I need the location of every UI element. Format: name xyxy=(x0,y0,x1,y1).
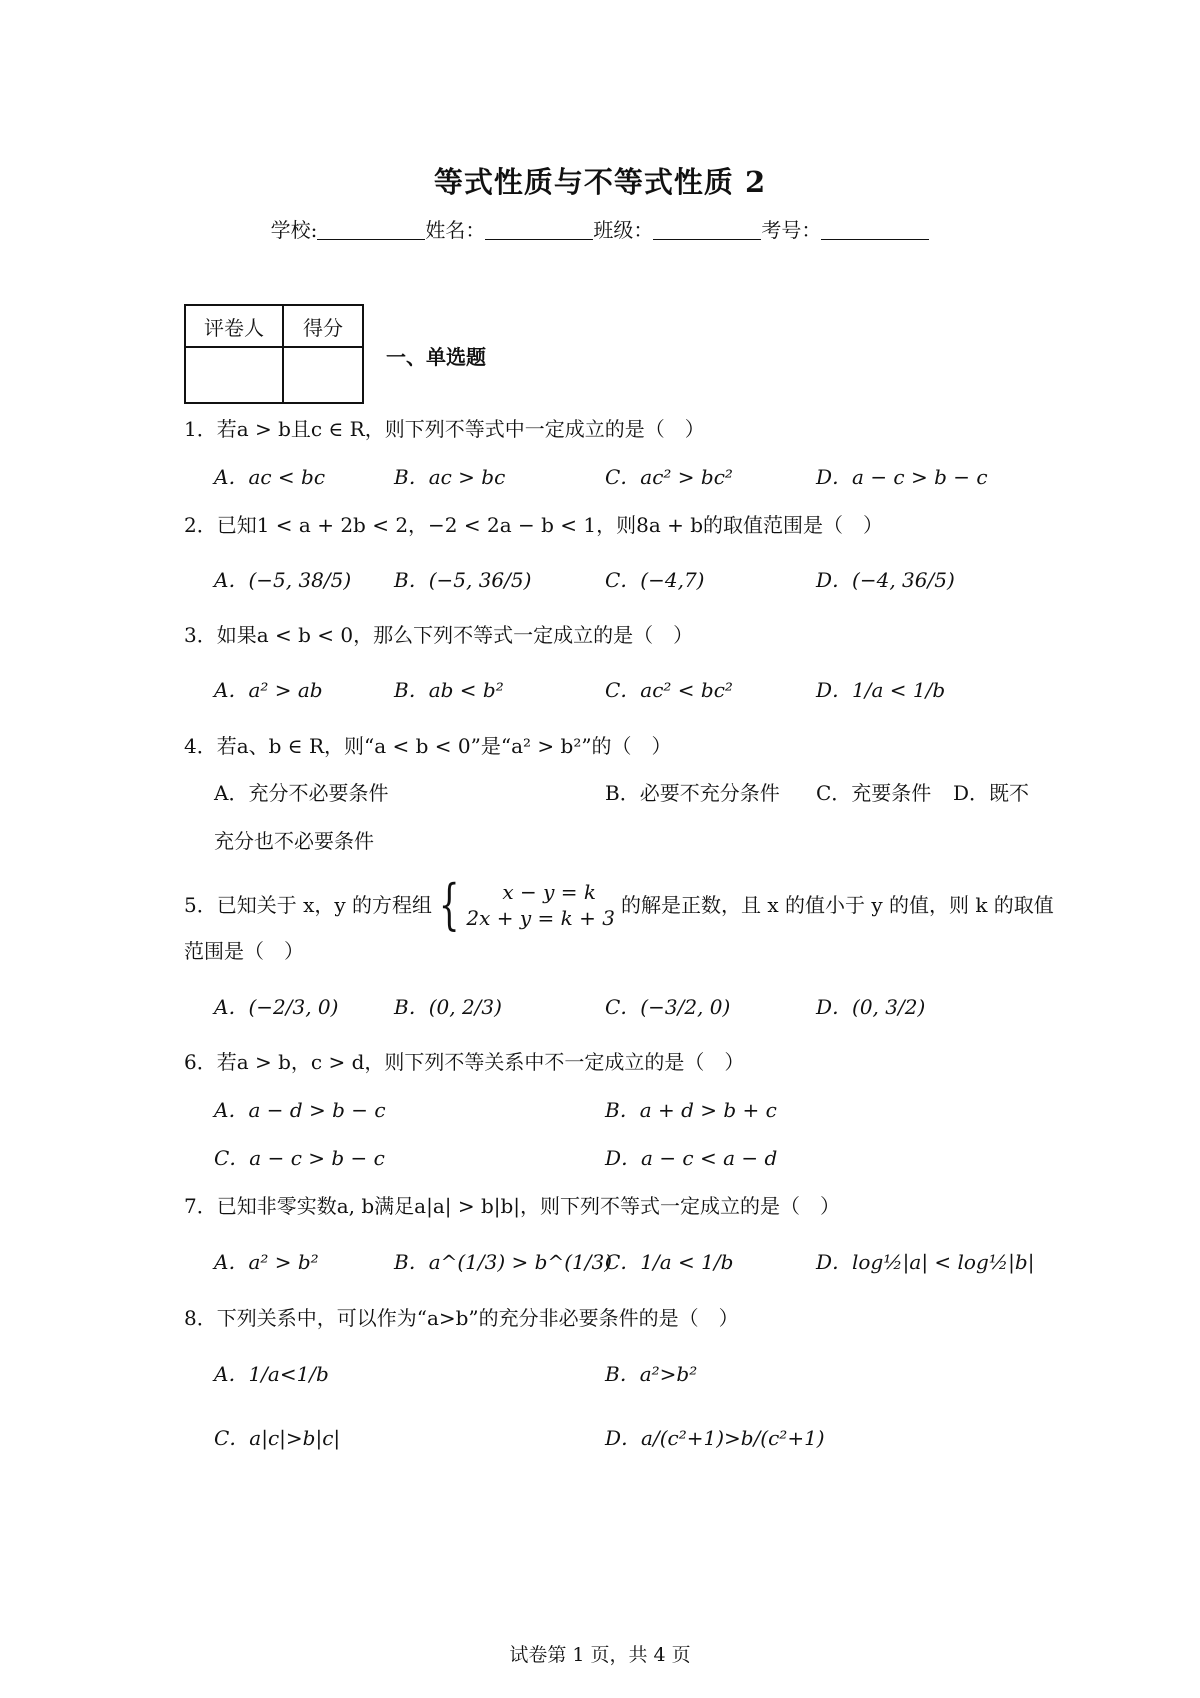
q1-option-b: B．ac > bc xyxy=(394,465,506,489)
q5-option-a: A．(−2/3, 0) xyxy=(214,995,339,1019)
class-label: 班级： xyxy=(593,218,654,242)
q4-option-c: C．充要条件 xyxy=(816,781,932,805)
question-6-stem: 6．若a > b，c > d，则下列不等关系中不一定成立的是（ ） xyxy=(184,1050,745,1074)
q5-equation-system xyxy=(432,873,615,936)
page-title: 等式性质与不等式性质 2 xyxy=(433,165,767,199)
name-label: 姓名： xyxy=(425,218,486,242)
question-3-stem: 3．如果a < b < 0，那么下列不等式一定成立的是（ ） xyxy=(184,623,694,647)
exam-no-label: 考号： xyxy=(761,218,822,242)
q4-option-b: B．必要不充分条件 xyxy=(605,781,780,805)
section-title: 一、单选题 xyxy=(386,345,486,369)
brace-icon: { xyxy=(438,873,460,936)
q5-stem-part3: 范围是（ ） xyxy=(184,939,304,963)
q2-option-d: D．(−4, 36/5) xyxy=(816,568,955,592)
q7-option-c: C．1/a < 1/b xyxy=(605,1250,734,1274)
q8-option-c: C．a|c|>b|c| xyxy=(214,1426,341,1450)
student-info-line xyxy=(0,214,1200,243)
question-2-stem: 2．已知1 < a + 2b < 2，−2 < 2a − b < 1，则8a + b的取值范围是（ ） xyxy=(184,513,884,537)
q6-option-a: A．a − d > b − c xyxy=(214,1098,386,1122)
question-5-stem xyxy=(184,873,1054,936)
q4-option-a: A．充分不必要条件 xyxy=(214,781,389,805)
q1-option-a: A．ac < bc xyxy=(214,465,326,489)
q1-option-d: D．a − c > b − c xyxy=(816,465,988,489)
q7-option-a: A．a² > b² xyxy=(214,1250,319,1274)
score-table xyxy=(184,304,364,404)
page-footer: 试卷第 1 页，共 4 页 xyxy=(509,1644,691,1666)
name-blank xyxy=(485,220,593,240)
school-blank xyxy=(317,220,425,240)
q2-option-b: B．(−5, 36/5) xyxy=(394,568,532,592)
q2-option-a: A．(−5, 38/5) xyxy=(214,568,352,592)
q7-option-d: D．log½|a| < log½|b| xyxy=(816,1250,1035,1274)
q3-option-c: C．ac² < bc² xyxy=(605,678,733,702)
q5-stem-part2: 的解是正数，且 x 的值小于 y 的值，则 k 的取值 xyxy=(620,893,1054,917)
exam-no-blank xyxy=(821,220,929,240)
q8-option-d: D．a/(c²+1)>b/(c²+1) xyxy=(605,1426,825,1450)
q3-option-a: A．a² > ab xyxy=(214,678,323,702)
school-label: 学校: xyxy=(270,218,318,242)
q4-option-d: D．既不 xyxy=(953,781,1030,805)
q5-eq1: x − y = k xyxy=(502,880,597,904)
q5-option-b: B．(0, 2/3) xyxy=(394,995,502,1019)
q5-option-d: D．(0, 3/2) xyxy=(816,995,926,1019)
class-blank xyxy=(653,220,761,240)
q5-eq2: 2x + y = k + 3 xyxy=(466,906,615,930)
question-1-stem: 1．若a > b且c ∈ R，则下列不等式中一定成立的是（ ） xyxy=(184,417,705,441)
q6-option-b: B．a + d > b + c xyxy=(605,1098,777,1122)
q3-option-d: D．1/a < 1/b xyxy=(816,678,946,702)
q7-option-b: B．a^(1/3) > b^(1/3) xyxy=(394,1250,612,1274)
score-header: 得分 xyxy=(283,305,363,347)
question-7-stem: 7．已知非零实数a, b满足a|a| > b|b|，则下列不等式一定成立的是（ ） xyxy=(184,1194,841,1218)
q5-stem-part1: 5．已知关于 x，y 的方程组 xyxy=(184,893,433,917)
q8-option-a: A．1/a<1/b xyxy=(214,1362,329,1386)
q2-option-c: C．(−4,7) xyxy=(605,568,705,592)
grader-header: 评卷人 xyxy=(185,305,283,347)
q4-option-d-cont: 充分也不必要条件 xyxy=(214,829,374,853)
question-8-stem: 8．下列关系中，可以作为“a>b”的充分非必要条件的是（ ） xyxy=(184,1306,739,1330)
q5-option-c: C．(−3/2, 0) xyxy=(605,995,731,1019)
score-cell xyxy=(283,347,363,403)
q6-option-c: C．a − c > b − c xyxy=(214,1146,385,1170)
q6-option-d: D．a − c < a − d xyxy=(605,1146,778,1170)
question-4-stem: 4．若a、b ∈ R，则“a < b < 0”是“a² > b²”的（ ） xyxy=(184,734,672,758)
q1-option-c: C．ac² > bc² xyxy=(605,465,733,489)
grader-cell xyxy=(185,347,283,403)
q8-option-b: B．a²>b² xyxy=(605,1362,698,1386)
q3-option-b: B．ab < b² xyxy=(394,678,504,702)
